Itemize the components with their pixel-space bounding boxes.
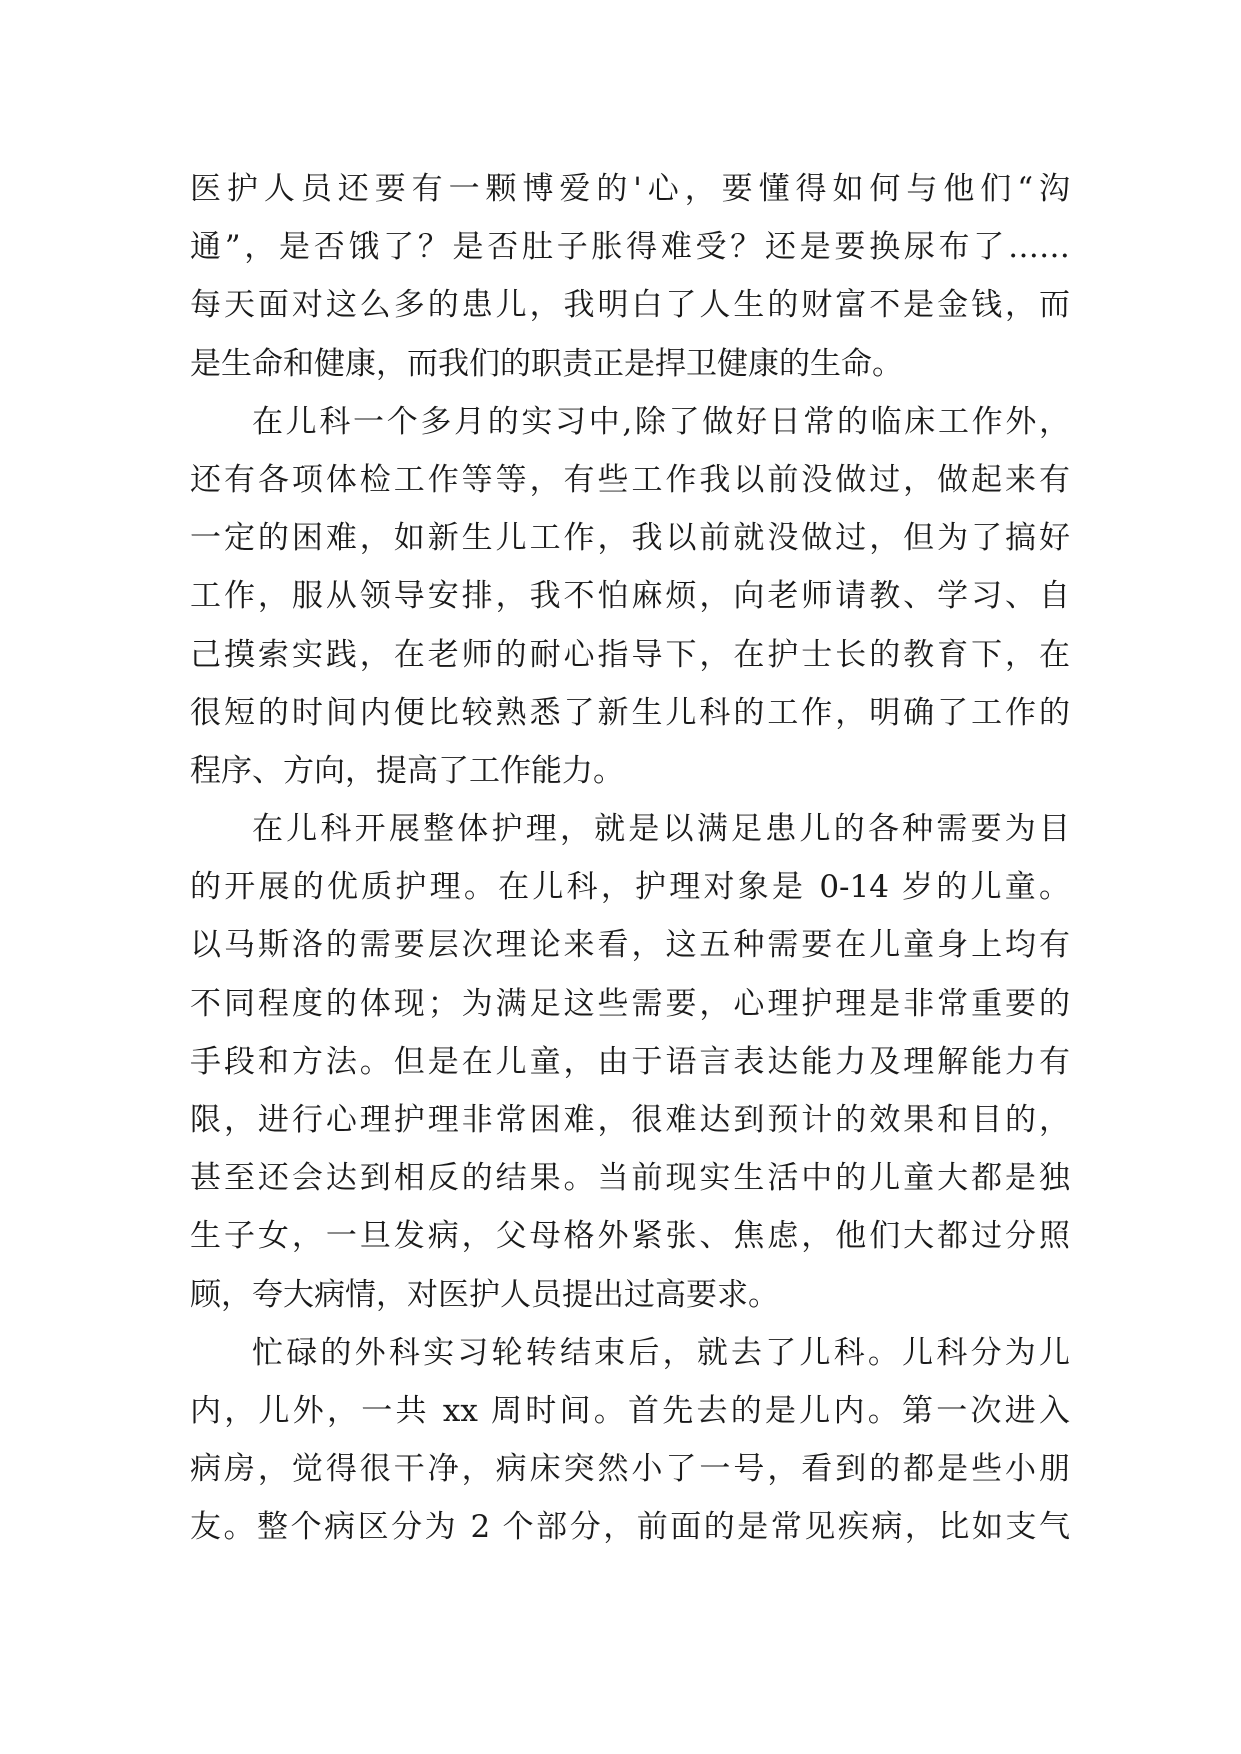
- text-line: 不同程度的体现；为满足这些需要，心理护理是非常重要的: [190, 985, 1070, 1022]
- text-line: 通”，是否饿了？是否肚子胀得难受？还是要换尿布了……: [190, 229, 1070, 266]
- text-line: 很短的时间内便比较熟悉了新生儿科的工作，明确了工作的: [190, 694, 1070, 731]
- text-line: 在儿科一个多月的实习中,除了做好日常的临床工作外，: [252, 403, 1070, 440]
- text-line: 医护人员还要有一颗博爱的'心，要懂得如何与他们“沟: [190, 171, 1070, 207]
- text-line: 一定的困难，如新生儿工作，我以前就没做过，但为了搞好: [190, 520, 1070, 557]
- text-line: 顾，夸大病情，对医护人员提出过高要求。: [190, 1276, 779, 1313]
- text-line: 限，进行心理护理非常困难，很难达到预计的效果和目的，: [190, 1102, 1070, 1138]
- text-line: 程序、方向，提高了工作能力。: [190, 752, 624, 789]
- text-line: 己摸索实践，在老师的耐心指导下，在护士长的教育下，在: [190, 636, 1070, 673]
- text-line: 手段和方法。但是在儿童，由于语言表达能力及理解能力有: [190, 1043, 1070, 1080]
- text-line: 工作，服从领导安排，我不怕麻烦，向老师请教、学习、自: [190, 578, 1070, 615]
- text-line: 甚至还会达到相反的结果。当前现实生活中的儿童大都是独: [190, 1160, 1070, 1197]
- text-line: 内，儿外，一共 xx 周时间。首先去的是儿内。第一次进入: [190, 1392, 1070, 1429]
- text-line: 在儿科开展整体护理，就是以满足患儿的各种需要为目: [252, 811, 1070, 848]
- text-line: 还有各项体检工作等等，有些工作我以前没做过，做起来有: [190, 461, 1070, 498]
- text-line: 的开展的优质护理。在儿科，护理对象是 0-14 岁的儿童。: [190, 869, 1070, 906]
- text-line: 病房，觉得很干净，病床突然小了一号，看到的都是些小朋: [190, 1451, 1070, 1488]
- text-line: 以马斯洛的需要层次理论来看，这五种需要在儿童身上均有: [190, 927, 1070, 964]
- text-line: 是生命和健康，而我们的职责正是捍卫健康的生命。: [190, 345, 903, 382]
- text-line: 忙碌的外科实习轮转结束后，就去了儿科。儿科分为儿: [252, 1334, 1070, 1371]
- text-line: 生子女，一旦发病，父母格外紧张、焦虑，他们大都过分照: [190, 1218, 1070, 1255]
- document-body: [190, 160, 1070, 1557]
- text-line: 每天面对这么多的患儿，我明白了人生的财富不是金钱，而: [190, 287, 1070, 324]
- text-line: 友。整个病区分为 2 个部分，前面的是常见疾病，比如支气: [190, 1509, 1070, 1546]
